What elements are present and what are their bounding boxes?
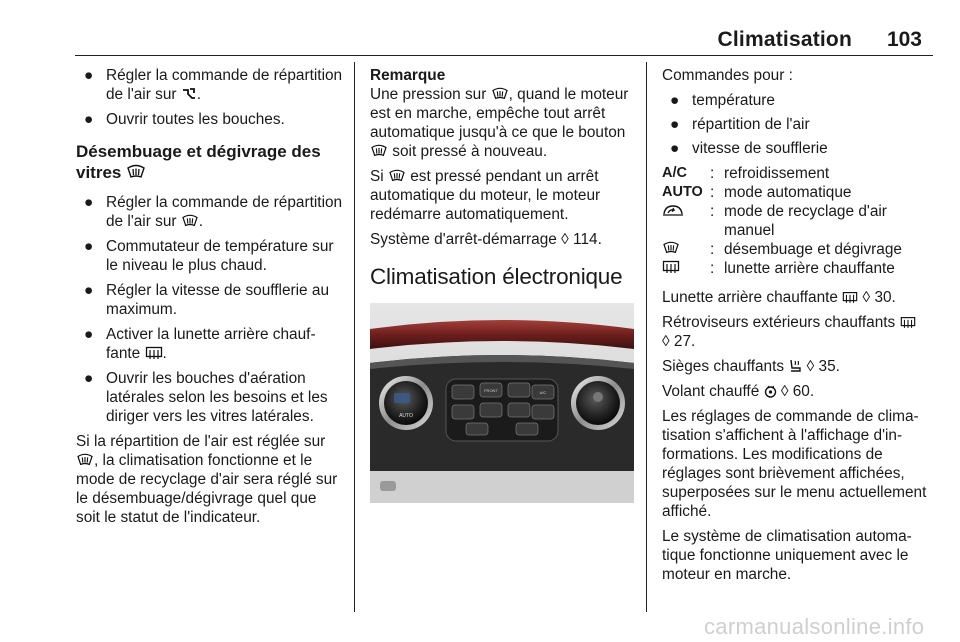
definition-row: AUTO : mode automatique xyxy=(662,184,852,201)
list-item: ● Régler la vitesse de soufflerie au maximum. xyxy=(84,282,330,318)
paragraph: Le système de climatisation automatique fonctionne uniquement avec le moteur en marche. xyxy=(662,528,912,583)
cross-reference: Lunette arrière chauffante ◊ 30. xyxy=(662,289,896,306)
feet-windscreen-icon xyxy=(181,87,197,101)
definition-row: : désembuage et dégivrage xyxy=(662,240,930,259)
defrost-icon xyxy=(662,241,680,255)
paragraph: Les réglages de commande de climatisation s'affichent à l'affichage d'informations. Les modifications de réglages sont brièvement affichées, superposées sur le menu actuellement affiché. xyxy=(662,408,927,520)
list-item: ● Ouvrir les bouches d'aération latérales selon les besoins et les diriger vers les vitres latérales. xyxy=(84,370,328,425)
cross-reference: Rétroviseurs extérieurs chauffants ◊ 27. xyxy=(662,313,930,351)
arrow-icon: ◊ xyxy=(780,383,789,400)
rear-window-heater-icon xyxy=(842,291,858,304)
note-title: Remarque xyxy=(370,67,446,84)
climate-panel-photo xyxy=(370,303,634,503)
defrost-icon xyxy=(181,214,199,228)
list-item: ● Régler la commande de répartition de l'air sur . xyxy=(84,67,343,103)
paragraph: Si la répartition de l'air est réglée sur , la climatisation fonctionne et le mode de recyclage d'air sera réglé sur le désembuage/dégivrage quel que soit le statut de l'indicateur. xyxy=(76,433,338,526)
defrost-icon xyxy=(491,87,509,101)
column-divider-2 xyxy=(646,62,647,612)
section-heading: Climatisation électronique xyxy=(370,264,623,289)
rear-window-heater-icon xyxy=(145,346,163,360)
defrost-icon xyxy=(388,169,406,183)
arrow-icon: ◊ xyxy=(662,333,670,350)
paragraph: Si est pressé pendant un arrêt automatique du moteur, le moteur redémarre automatiquement. xyxy=(370,168,601,223)
definition-row: : lunette arrière chauffante xyxy=(662,259,930,278)
section-heading: Désembuage et dégivrage des vitres xyxy=(76,142,321,182)
column-divider-1 xyxy=(354,62,355,612)
column-3 xyxy=(662,66,930,590)
rear-window-heater-icon xyxy=(662,260,680,274)
cross-reference: Sièges chauffants ◊ 35. xyxy=(662,358,840,375)
list-item: ● Commutateur de température sur le niveau le plus chaud. xyxy=(84,238,334,274)
svg-text:FRONT: FRONT xyxy=(484,388,498,393)
list-item: ● Activer la lunette arrière chauffante . xyxy=(84,326,316,362)
mirror-heater-icon xyxy=(900,316,916,329)
list-item: ● vitesse de soufflerie xyxy=(670,140,828,157)
definition-row: : mode de recyclage d'air manuel xyxy=(662,202,930,240)
defrost-icon xyxy=(76,453,94,467)
defrost-icon xyxy=(370,144,388,158)
list-item: ● Régler la commande de répartition de l'air sur . xyxy=(84,194,343,230)
column-1 xyxy=(76,66,344,533)
arrow-icon: ◊ xyxy=(806,358,815,375)
watermark: carmanualsonline.info xyxy=(704,614,925,639)
svg-text:A/C: A/C xyxy=(539,390,547,395)
page-title: Climatisation xyxy=(717,28,852,51)
header-rule xyxy=(75,55,933,56)
heated-steering-wheel-icon xyxy=(764,385,777,398)
page-number: 103 xyxy=(886,28,922,51)
definition-row: A/C : refroidissement xyxy=(662,165,830,182)
list-item: ● Ouvrir toutes les bouches. xyxy=(84,111,285,128)
cross-reference: Système d'arrêt-démarrage ◊ 114. xyxy=(370,231,602,248)
cross-reference: Volant chauffé ◊ 60. xyxy=(662,383,815,400)
paragraph: Une pression sur , quand le moteur est en marche, empêche tout arrêt automatique jusqu'à ce que le bouton soit pressé à nouveau. xyxy=(370,86,629,160)
arrow-icon: ◊ xyxy=(862,289,871,306)
definition-list xyxy=(662,164,930,278)
arrow-icon: ◊ xyxy=(561,231,569,248)
defrost-icon xyxy=(126,164,146,180)
list-item: ● température xyxy=(670,92,775,109)
paragraph: Commandes pour : xyxy=(662,67,793,84)
column-2 xyxy=(370,66,634,503)
recirculation-icon xyxy=(662,203,684,217)
list-item: ● répartition de l'air xyxy=(670,116,810,133)
heated-seat-icon xyxy=(788,359,802,373)
note-block xyxy=(370,66,634,224)
page-header xyxy=(0,28,960,56)
knob-label-auto: AUTO xyxy=(399,413,413,419)
